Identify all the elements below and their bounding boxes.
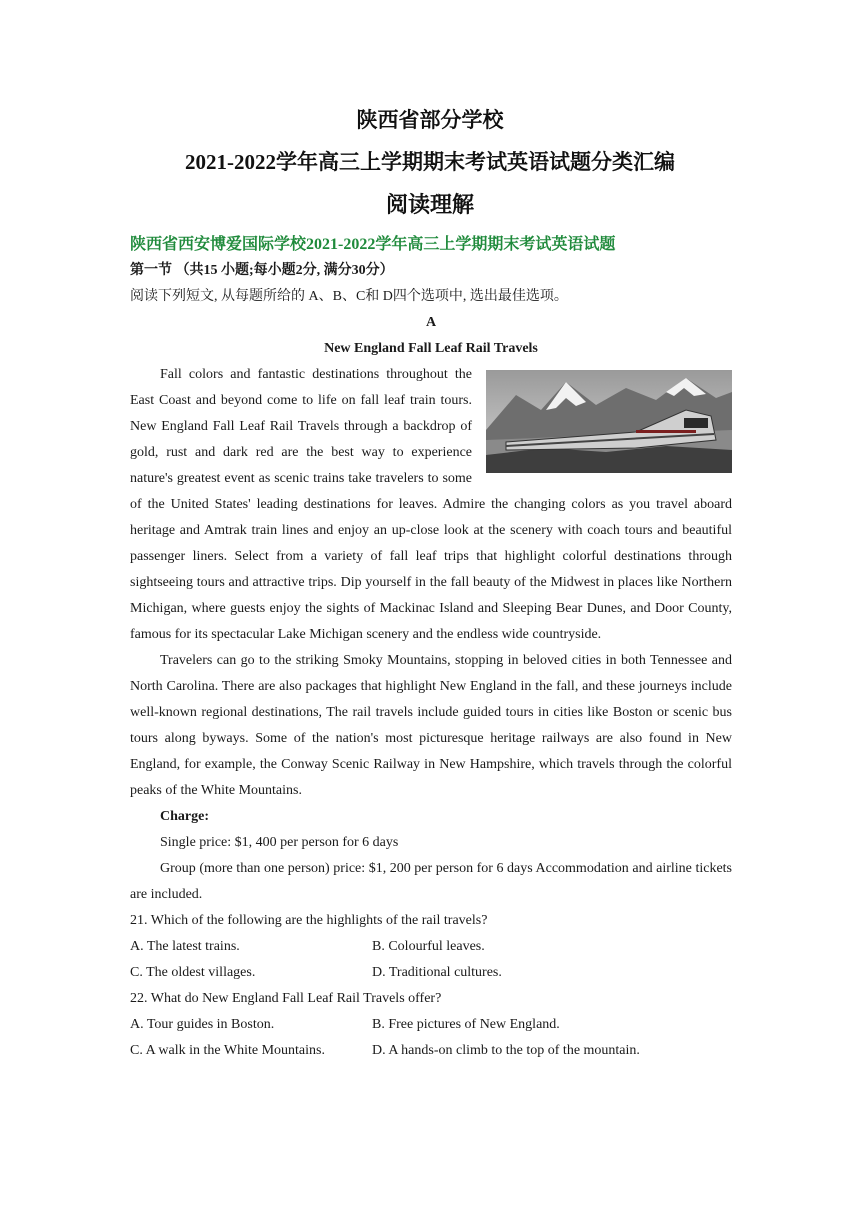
single-price: Single price: $1, 400 per person for 6 days — [160, 835, 399, 850]
question-22-options-row-1 — [130, 1012, 732, 1038]
question-22-option-d: D. A hands-on climb to the top of the mountain. — [372, 1043, 640, 1058]
question-21-option-b: B. Colourful leaves. — [372, 939, 485, 954]
question-22-options-row-2 — [130, 1038, 732, 1064]
doc-title-province: 陕西省部分学校 — [356, 108, 504, 132]
question-21-option-c: C. The oldest villages. — [130, 965, 256, 980]
passage-label: A — [425, 315, 437, 330]
charge-label: Charge: — [160, 809, 209, 824]
section-heading: 第一节 （共15 小题;每小题2分, 满分30分） — [130, 263, 394, 278]
passage-paragraph-2: Travelers can go to the striking Smoky Mountains, stopping in beloved cities in both Tennessee and North Carolina. There are also packages that highlight New England in the fall, and these journeys include well-known regional destinations, The rail travels include guided tours in cities like Boston or scenic bus tours along byways. Some of the nation's most picturesque heritage railways are also found in New England, for example, the Conway Scenic Railway in New Hampshire, which travels through the colorful peaks of the White Mountains. — [130, 653, 732, 798]
question-22-option-b: B. Free pictures of New England. — [372, 1017, 560, 1032]
instruction-text: 阅读下列短文, 从每题所给的 A、B、C和 D四个选项中, 选出最佳选项。 — [130, 289, 568, 304]
question-21-options-row-2 — [130, 960, 732, 986]
question-21-option-a: A. The latest trains. — [130, 939, 240, 954]
group-price: Group (more than one person) price: $1, 200 per person for 6 days Accommodation and airline tickets are included. — [130, 861, 732, 902]
question-21-stem: 21. Which of the following are the highlights of the rail travels? — [130, 913, 488, 928]
question-22-stem: 22. What do New England Fall Leaf Rail Travels offer? — [130, 991, 442, 1006]
mountain-train-photo — [486, 370, 732, 473]
doc-title-exam: 2021-2022学年高三上学期期末考试英语试题分类汇编 — [185, 150, 675, 174]
question-22-option-c: C. A walk in the White Mountains. — [130, 1043, 325, 1058]
question-21-options-row-1 — [130, 934, 732, 960]
passage-paragraph-1: Fall colors and fantastic destinations throughout the East Coast and beyond come to life on fall leaf train tours. New England Fall Leaf Rail Travels through a backdrop of gold, rust and dark red are the best way to experience nature's greatest event as scenic trains take travelers to some of the United States' leading destinations for leaves. Admire the changing colors as you travel aboard heritage and Amtrak train lines and enjoy an up-close look at the scenery with coach tours and beautiful passenger liners. Select from a variety of fall leaf trips that highlight colorful destinations through sightseeing tours and attractive trips. Dip yourself in the fall beauty of the Midwest in places like Northern Michigan, where guests enjoy the sights of Mackinac Island and Sleeping Bear Dunes, and Door County, famous for its spectacular Lake Michigan scenery and the endless wide countryside. — [130, 367, 732, 642]
source-school: 陕西省西安博爱国际学校2021-2022学年高三上学期期末考试英语试题 — [130, 236, 616, 253]
question-22-option-a: A. Tour guides in Boston. — [130, 1017, 275, 1032]
passage-title: New England Fall Leaf Rail Travels — [324, 341, 538, 356]
document-body — [130, 232, 732, 1064]
question-21-option-d: D. Traditional cultures. — [372, 965, 502, 980]
doc-title-section: 阅读理解 — [385, 192, 474, 217]
